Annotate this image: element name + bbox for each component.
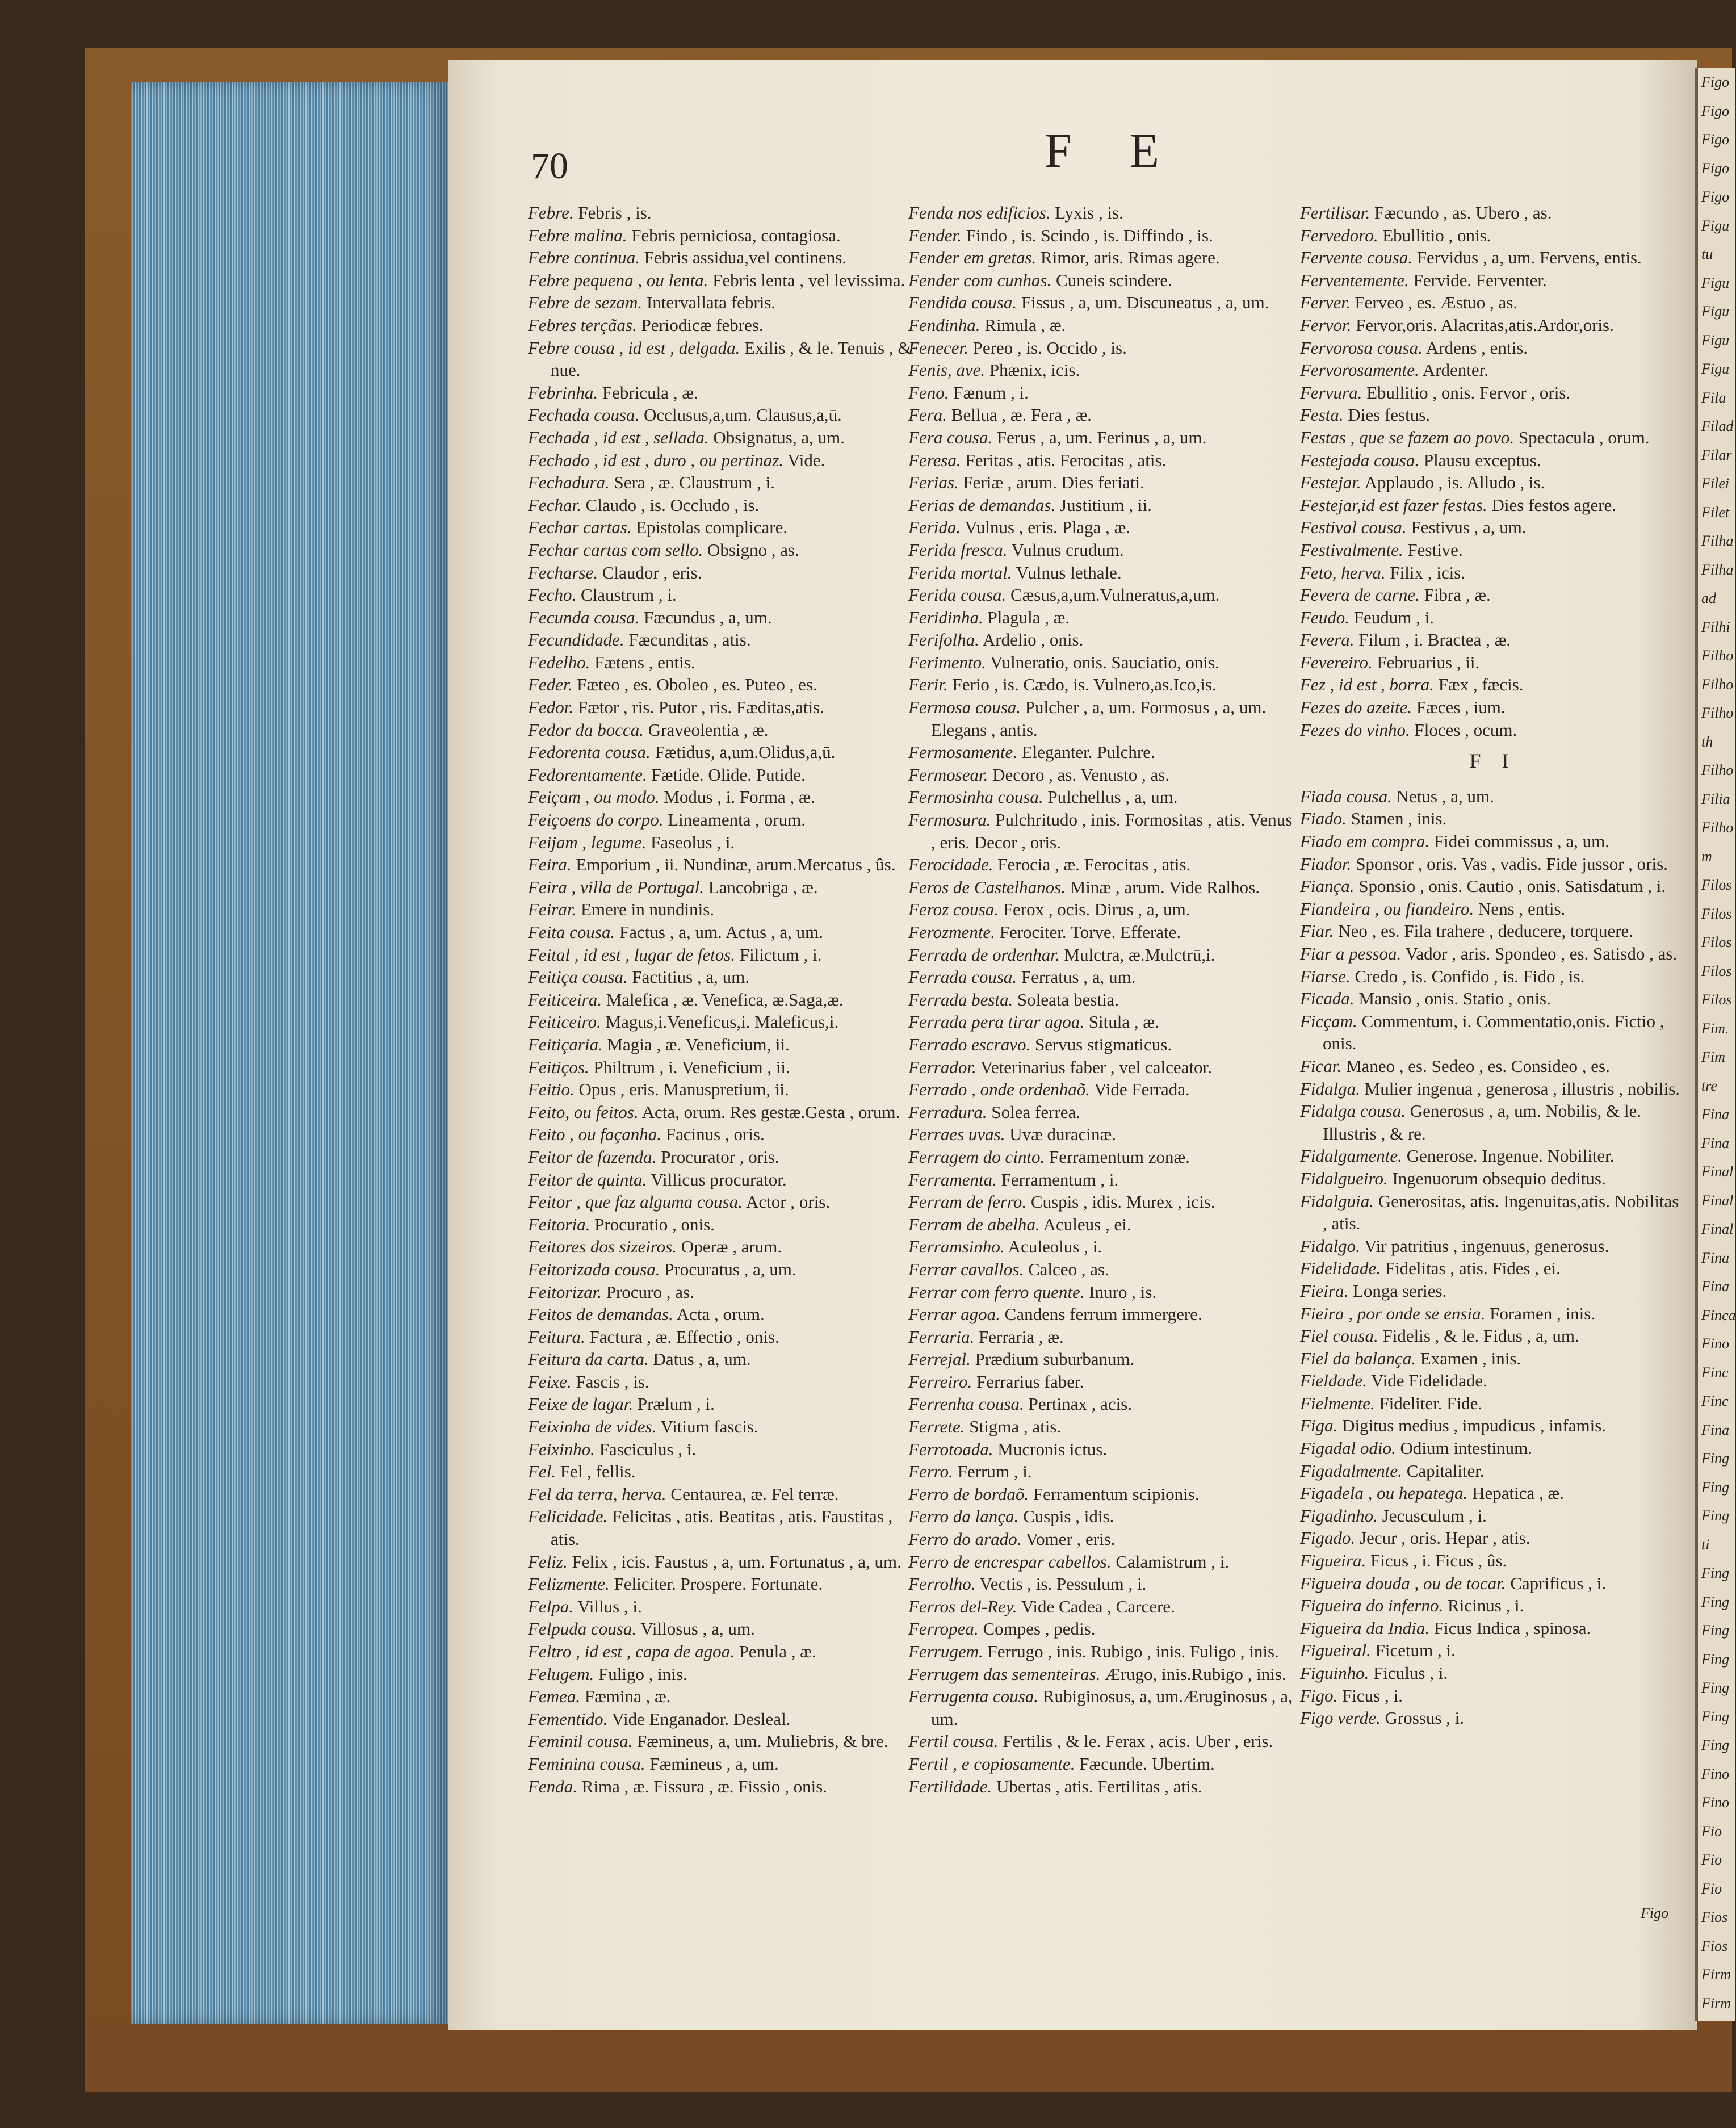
- dictionary-entry: Fedorentamente. Fætide. Olide. Putide.: [528, 764, 806, 785]
- dictionary-entry: Fechadura. Sera , æ. Claustrum , i.: [528, 472, 775, 493]
- next-page-fragment: Filar: [1701, 446, 1732, 463]
- next-page-fragment: Filos: [1701, 905, 1732, 922]
- dictionary-entry: Figueiral. Ficetum , i.: [1300, 1640, 1456, 1661]
- dictionary-entry: Ferrejal. Prædium suburbanum.: [908, 1349, 1135, 1369]
- dictionary-entry: Feiçoens do corpo. Lineamenta , orum.: [528, 810, 806, 830]
- dictionary-entry: Felpuda cousa. Villosus , a, um.: [528, 1619, 755, 1639]
- dictionary-entry: Festejada cousa. Plausu exceptus.: [1300, 450, 1541, 470]
- dictionary-entry: Ferrada de ordenhar. Mulctra, æ.Mulctrū,i.: [908, 944, 1215, 965]
- dictionary-entry: Feitio. Opus , eris. Manuspretium, ii.: [528, 1079, 789, 1100]
- next-page-fragment: Filia: [1701, 790, 1730, 807]
- dictionary-entry: Feitor de quinta. Villicus procurator.: [528, 1169, 787, 1189]
- dictionary-entry: Feitos de demandas. Acta , orum.: [528, 1304, 765, 1325]
- next-page-fragment: Final: [1701, 1221, 1734, 1237]
- dictionary-entry: Feixinho. Fasciculus , i.: [528, 1439, 697, 1459]
- dictionary-entry: Feital , id est , lugar de fetos. Filictum , i.: [528, 944, 822, 965]
- dictionary-entry: Figueira douda , ou de tocar. Caprificus , i.: [1300, 1573, 1606, 1593]
- dictionary-entry: Feroz cousa. Ferox , ocis. Dirus , a, um.: [908, 899, 1190, 920]
- dictionary-entry: Feitoria. Procuratio , onis.: [528, 1214, 715, 1234]
- next-page-fragment: Fino: [1701, 1794, 1730, 1811]
- dictionary-entry: Feira , villa de Portugal. Lancobriga , æ.: [528, 877, 818, 897]
- dictionary-entry: Fedorenta cousa. Fætidus, a,um.Olidus,a,ū.: [528, 742, 836, 763]
- dictionary-entry: Fiador. Sponsor , oris. Vas , vadis. Fide jussor , oris.: [1300, 853, 1668, 874]
- next-page-fragment: Fim: [1701, 1049, 1725, 1065]
- next-page-fragment: Finc: [1701, 1393, 1729, 1409]
- dictionary-entry: Ferifolha. Ardelio , onis.: [908, 630, 1084, 650]
- next-page-fragment: Filho: [1701, 819, 1734, 836]
- dictionary-entry: Ferro de bordaõ. Ferramentum scipionis.: [908, 1484, 1200, 1504]
- next-page-fragment: tre: [1701, 1077, 1717, 1094]
- dictionary-entry: Figueira. Ficus , i. Ficus , ûs.: [1300, 1551, 1507, 1571]
- next-page-fragment: Figu: [1701, 361, 1730, 377]
- dictionary-entry: Ferida. Vulnus , eris. Plaga , æ.: [908, 517, 1131, 538]
- dictionary-entry: Festivalmente. Festive.: [1300, 539, 1463, 560]
- dictionary-entry: Ferida cousa. Cæsus,a,um.Vulneratus,a,um.: [908, 585, 1220, 605]
- page-edges: [131, 82, 448, 2024]
- dictionary-entry: Ficar. Maneo , es. Sedeo , es. Consideo , es.: [1300, 1055, 1610, 1076]
- dictionary-entry: Ferrete. Stigma , atis.: [908, 1417, 1062, 1437]
- next-page-fragment: Filho: [1701, 676, 1734, 693]
- dictionary-entry: Fiar a pessoa. Vador , aris. Spondeo , es. Satisdo , as.: [1300, 944, 1678, 964]
- dictionary-entry: Fezes do azeite. Fæces , ium.: [1300, 697, 1506, 718]
- dictionary-entry: Fecunda cousa. Fæcundus , a, um.: [528, 607, 772, 627]
- dictionary-entry: Ferver. Ferveo , es. Æstuo , as.: [1300, 292, 1518, 313]
- dictionary-entry: Feno. Fænum , i.: [908, 382, 1029, 403]
- dictionary-entry: Fidalgo. Vir patritius , ingenuus, generosus.: [1300, 1235, 1609, 1256]
- dictionary-entry: Fertilisar. Fæcundo , as. Ubero , as.: [1300, 203, 1552, 223]
- next-page-fragment: ad: [1701, 590, 1716, 606]
- dictionary-entry: Ficçam. Commentum, i. Commentatio,onis. Fictio , onis.: [1300, 1011, 1664, 1054]
- dictionary-entry: Figo verde. Grossus , i.: [1300, 1708, 1465, 1728]
- dictionary-entry: Figadal odio. Odium intestinum.: [1300, 1438, 1533, 1459]
- next-page-fragment: Fio: [1701, 1823, 1722, 1840]
- dictionary-entry: Ferir. Ferio , is. Cædo, is. Vulnero,as.Ico,is.: [908, 675, 1217, 695]
- dictionary-entry: Feixe de lagar. Prælum , i.: [528, 1394, 715, 1414]
- dictionary-entry: Fidelidade. Fidelitas , atis. Fides , ei.: [1300, 1258, 1561, 1279]
- dictionary-entry: Figado. Jecur , oris. Hepar , atis.: [1300, 1528, 1530, 1548]
- dictionary-entry: Ferrugenta cousa. Rubiginosus, a, um.Æruginosus , a, um.: [908, 1686, 1293, 1729]
- next-page-fragment: Filhi: [1701, 618, 1730, 635]
- dictionary-entry: Feitorizada cousa. Procuratus , a, um.: [528, 1259, 796, 1279]
- dictionary-entry: Feros de Castelhanos. Minæ , arum. Vide Ralhos.: [908, 877, 1260, 897]
- dictionary-entry: Fecharse. Claudor , eris.: [528, 562, 702, 583]
- dictionary-entry: Febre continua. Febris assidua,vel continens.: [528, 248, 847, 268]
- dictionary-entry: Ferragem do cinto. Ferramentum zonæ.: [908, 1146, 1190, 1167]
- next-page-fragment: Filad: [1701, 418, 1734, 434]
- dictionary-entry: Fenda. Rima , æ. Fissura , æ. Fissio , onis.: [528, 1776, 828, 1796]
- dictionary-entry: Fecundidade. Fæcunditas , atis.: [528, 630, 751, 650]
- next-page-fragment: Fing: [1701, 1708, 1730, 1725]
- next-page-fragment: Fina: [1701, 1134, 1730, 1151]
- next-page-fragment: Finca: [1701, 1306, 1736, 1323]
- next-page-fragment: Fina: [1701, 1249, 1730, 1266]
- dictionary-entry: Fendida cousa. Fissus , a, um. Discuneatus , a, um.: [908, 292, 1269, 313]
- dictionary-entry: Feitor de fazenda. Procurator , oris.: [528, 1146, 779, 1167]
- dictionary-entry: Ferrolho. Vectis , is. Pessulum , i.: [908, 1574, 1147, 1594]
- next-page-fragment: m: [1701, 848, 1712, 865]
- dictionary-entry: Feresa. Feritas , atis. Ferocitas , atis.: [908, 450, 1167, 470]
- next-page-edge: [1695, 68, 1735, 2021]
- dictionary-entry: Femea. Fæmina , æ.: [528, 1686, 671, 1707]
- dictionary-entry: Fervorosamente. Ardenter.: [1300, 360, 1489, 380]
- dictionary-entry: Fiel cousa. Fidelis , & le. Fidus , a, um.: [1300, 1326, 1579, 1346]
- dictionary-entry: Feijam , legume. Faseolus , i.: [528, 832, 735, 852]
- next-page-fragment: Filet: [1701, 504, 1730, 521]
- dictionary-entry: Ferro de encrespar cabellos. Calamistrum , i.: [908, 1551, 1230, 1572]
- next-page-fragment: Figo: [1701, 131, 1730, 148]
- dictionary-entry: Ferida fresca. Vulnus crudum.: [908, 539, 1124, 560]
- dictionary-entry: Feirar. Emere in nundinis.: [528, 899, 715, 920]
- dictionary-entry: Fertil cousa. Fertilis , & le. Ferax , acis. Uber , eris.: [908, 1731, 1273, 1752]
- dictionary-entry: Fidalgamente. Generose. Ingenue. Nobiliter.: [1300, 1146, 1615, 1166]
- dictionary-entry: Fera cousa. Ferus , a, um. Ferinus , a, um.: [908, 427, 1207, 447]
- dictionary-entry: Fender. Findo , is. Scindo , is. Diffindo , is.: [908, 225, 1213, 245]
- next-page-fragment: Filos: [1701, 962, 1732, 979]
- dictionary-entry: Ferropea. Compes , pedis.: [908, 1619, 1096, 1639]
- dictionary-entry: Feitiça cousa. Factitius , a, um.: [528, 967, 750, 987]
- next-page-fragment: Figo: [1701, 74, 1730, 90]
- dictionary-entry: Feitura da carta. Datus , a, um.: [528, 1349, 751, 1369]
- dictionary-entry: Ferram de ferro. Cuspis , idis. Murex , icis.: [908, 1192, 1215, 1212]
- next-page-fragment: Figu: [1701, 332, 1730, 349]
- dictionary-entry: Ferro. Ferrum , i.: [908, 1461, 1032, 1482]
- next-page-fragment: Fina: [1701, 1106, 1730, 1122]
- dictionary-entry: Febre cousa , id est , delgada. Exilis , & le. Tenuis , & nue.: [528, 337, 912, 380]
- dictionary-entry: Ferrugem das sementeiras. Ærugo, inis.Rubigo , inis.: [908, 1664, 1286, 1684]
- dictionary-entry: Fedelho. Fætens , entis.: [528, 652, 695, 672]
- dictionary-entry: Fedor da bocca. Graveolentia , æ.: [528, 719, 769, 740]
- next-page-fragment: Figu: [1701, 303, 1730, 320]
- dictionary-entry: Feitorizar. Procuro , as.: [528, 1281, 694, 1302]
- dictionary-entry: Feiçam , ou modo. Modus , i. Forma , æ.: [528, 787, 815, 807]
- dictionary-entry: Ferramenta. Ferramentum , i.: [908, 1169, 1119, 1189]
- next-page-fragment: Finc: [1701, 1364, 1729, 1381]
- dictionary-entry: Fervor. Fervor,oris. Alacritas,atis.Ardor,oris.: [1300, 315, 1614, 335]
- dictionary-entry: Feitor , que faz alguma cousa. Actor , oris.: [528, 1192, 831, 1212]
- dictionary-entry: Fera. Bellua , æ. Fera , æ.: [908, 405, 1092, 425]
- dictionary-entry: Fez , id est , borra. Fæx , fæcis.: [1300, 675, 1524, 695]
- dictionary-entry: Feder. Fæteo , es. Oboleo , es. Puteo , es.: [528, 675, 817, 695]
- next-page-fragment: Fio: [1701, 1880, 1722, 1897]
- dictionary-entry: Felicidade. Felicitas , atis. Beatitas , atis. Faustitas , atis.: [528, 1506, 893, 1549]
- dictionary-entry: Figuinho. Ficulus , i.: [1300, 1663, 1448, 1683]
- dictionary-entry: Fenis, ave. Phænix, icis.: [908, 360, 1080, 380]
- dictionary-entry: Fervura. Ebullitio , onis. Fervor , oris.: [1300, 382, 1571, 403]
- next-page-fragment: Filos: [1701, 991, 1732, 1008]
- dictionary-entry: Festa. Dies festus.: [1300, 405, 1431, 425]
- dictionary-entry: Fiar. Neo , es. Fila trahere , deducere, torquere.: [1300, 921, 1634, 941]
- dictionary-entry: Festival cousa. Festivus , a, um.: [1300, 517, 1527, 538]
- dictionary-entry: Feridinha. Plagula , æ.: [908, 607, 1070, 627]
- dictionary-entry: Fermosear. Decoro , as. Venusto , as.: [908, 764, 1170, 785]
- dictionary-entry: Feita cousa. Factus , a, um. Actus , a, um.: [528, 922, 824, 942]
- dictionary-entry: Feitura. Factura , æ. Effectio , onis.: [528, 1326, 779, 1347]
- next-page-fragment: Fing: [1701, 1565, 1730, 1581]
- dictionary-entry: Fervedoro. Ebullitio , onis.: [1300, 225, 1491, 245]
- next-page-fragment: Filha: [1701, 533, 1734, 549]
- dictionary-entry: Feixinha de vides. Vitium fascis.: [528, 1417, 758, 1437]
- dictionary-entry: Ferida mortal. Vulnus lethale.: [908, 562, 1122, 583]
- dictionary-entry: Feixe. Fascis , is.: [528, 1371, 649, 1392]
- dictionary-entry: Figueira do inferno. Ricinus , i.: [1300, 1595, 1524, 1616]
- dictionary-entry: Fevera de carne. Fibra , æ.: [1300, 585, 1491, 605]
- dictionary-entry: Fender com cunhas. Cuneis scindere.: [908, 270, 1172, 290]
- dictionary-entry: Figo. Ficus , i.: [1300, 1685, 1403, 1706]
- dictionary-entry: Figa. Digitus medius , impudicus , infamis.: [1300, 1415, 1607, 1436]
- next-page-fragment: Fina: [1701, 1421, 1730, 1438]
- dictionary-entry: Ferventemente. Fervide. Ferventer.: [1300, 270, 1547, 290]
- dictionary-entry: Ferraria. Ferraria , æ.: [908, 1326, 1064, 1347]
- dictionary-entry: Fiado. Stamen , inis.: [1300, 809, 1447, 829]
- dictionary-entry: Feiticeiro. Magus,i.Veneficus,i. Maleficus,i.: [528, 1012, 839, 1032]
- next-page-fragment: ti: [1701, 1536, 1710, 1553]
- next-page-fragment: Figo: [1701, 188, 1730, 205]
- next-page-fragment: Fio: [1701, 1851, 1722, 1868]
- dictionary-entry: Figadalmente. Capitaliter.: [1300, 1460, 1485, 1481]
- next-page-fragment: Fing: [1701, 1478, 1730, 1496]
- dictionary-entry: Fenecer. Pereo , is. Occido , is.: [908, 337, 1127, 358]
- next-page-fragment: th: [1701, 733, 1713, 750]
- dictionary-entry: Feira. Emporium , ii. Nundinæ, arum.Mercatus , ûs.: [528, 854, 896, 875]
- next-page-fragment: Firm: [1701, 1966, 1731, 1983]
- dictionary-entry: Feto, herva. Filix , icis.: [1300, 562, 1466, 583]
- dictionary-entry: Febres terçãas. Periodicæ febres.: [528, 315, 764, 335]
- dictionary-entry: Febrinha. Febricula , æ.: [528, 382, 698, 403]
- dictionary-entry: Ferrado escravo. Servus stigmaticus.: [908, 1034, 1172, 1054]
- dictionary-entry: Fidalguia. Generositas, atis. Ingenuitas,atis. Nobilitas , atis.: [1300, 1191, 1679, 1234]
- dictionary-entry: Feltro , id est , capa de agoa. Penula , æ.: [528, 1641, 816, 1661]
- next-page-fragment: Fing: [1701, 1651, 1730, 1668]
- dictionary-entry: Fechado , id est , duro , ou pertinaz. Vide.: [528, 450, 825, 470]
- dictionary-entry: Fechar. Claudo , is. Occludo , is.: [528, 495, 760, 515]
- dictionary-entry: Ferro do arado. Vomer , eris.: [908, 1529, 1116, 1549]
- dictionary-entry: Ferrada cousa. Ferratus , a, um.: [908, 967, 1136, 987]
- dictionary-entry: Fel da terra, herva. Centaurea, æ. Fel terræ.: [528, 1484, 839, 1504]
- dictionary-entry: Figadinho. Jecusculum , i.: [1300, 1505, 1487, 1526]
- dictionary-entry: Festejar. Applaudo , is. Alludo , is.: [1300, 472, 1545, 493]
- next-page-fragment: Fing: [1701, 1737, 1730, 1753]
- dictionary-entry: Figueira da India. Ficus Indica , spinosa.: [1300, 1618, 1591, 1638]
- dictionary-entry: Fiel da balança. Examen , inis.: [1300, 1348, 1521, 1368]
- dictionary-entry: Febre. Febris , is.: [528, 203, 652, 223]
- dictionary-entry: Ferocidade. Ferocia , æ. Ferocitas , atis.: [908, 854, 1191, 875]
- next-page-fragment: Fing: [1701, 1507, 1730, 1524]
- dictionary-entry: Ferrotoada. Mucronis ictus.: [908, 1439, 1108, 1459]
- dictionary-entry: Festas , que se fazem ao povo. Spectacula , orum.: [1300, 427, 1650, 447]
- dictionary-entry: Febre malina. Febris perniciosa, contagiosa.: [528, 225, 841, 245]
- dictionary-entry: Fidalga. Mulier ingenua , generosa , illustris , nobilis.: [1300, 1078, 1680, 1099]
- next-page-fragment: Fina: [1701, 1278, 1730, 1295]
- dictionary-entry: Ferrada besta. Soleata bestia.: [908, 989, 1119, 1009]
- dictionary-entry: Fechar cartas. Epistolas complicare.: [528, 517, 788, 538]
- dictionary-entry: Felpa. Villus , i.: [528, 1596, 642, 1616]
- dictionary-entry: Fiandeira , ou fiandeiro. Nens , entis.: [1300, 898, 1566, 919]
- dictionary-entry: Ferrar agoa. Candens ferrum immergere.: [908, 1304, 1202, 1325]
- section-heading: F I: [1469, 749, 1517, 773]
- dictionary-entry: Ferraes uvas. Uvæ duracinæ.: [908, 1124, 1116, 1145]
- dictionary-entry: Feiticeira. Malefica , æ. Venefica, æ.Saga,æ.: [528, 989, 844, 1009]
- dictionary-entry: Ferrenha cousa. Pertinax , acis.: [908, 1394, 1133, 1414]
- dictionary-entry: Fezes do vinho. Floces , ocum.: [1300, 719, 1517, 740]
- dictionary-entry: Feito , ou façanha. Facinus , oris.: [528, 1124, 765, 1145]
- dictionary-entry: Fender em gretas. Rimor, aris. Rimas agere.: [908, 248, 1220, 268]
- next-page-fragment: Fim.: [1701, 1020, 1729, 1037]
- dictionary-entry: Fermosura. Pulchritudo , inis. Formositas , atis. Venus , eris. Decor , oris.: [908, 810, 1293, 852]
- dictionary-entry: Fecho. Claustrum , i.: [528, 585, 677, 605]
- dictionary-entry: Fechada cousa. Occlusus,a,um. Clausus,a,ū.: [528, 405, 842, 425]
- dictionary-entry: Ferramsinho. Aculeolus , i.: [908, 1237, 1102, 1257]
- next-page-fragment: Filho: [1701, 647, 1734, 664]
- dictionary-entry: Ferrugem. Ferrugo , inis. Rubigo , inis. Fuligo , inis.: [908, 1641, 1279, 1661]
- dictionary-entry: Ferrar com ferro quente. Inuro , is.: [908, 1281, 1157, 1302]
- next-page-fragment: Filos: [1701, 877, 1732, 893]
- dictionary-entry: Fiança. Sponsio , onis. Cautio , onis. Satisdatum , i.: [1300, 876, 1666, 897]
- column-2: [908, 202, 1294, 1798]
- dictionary-entry: Feminil cousa. Fæmineus, a, um. Muliebris, & bre.: [528, 1731, 888, 1752]
- dictionary-entry: Fielmente. Fideliter. Fide.: [1300, 1393, 1483, 1413]
- dictionary-entry: Ficada. Mansio , onis. Statio , onis.: [1300, 988, 1551, 1009]
- dictionary-entry: Fenda nos edificios. Lyxis , is.: [908, 203, 1123, 223]
- dictionary-entry: Ferros del-Rey. Vide Cadea , Carcere.: [908, 1596, 1175, 1616]
- dictionary-entry: Fiada cousa. Netus , a, um.: [1300, 786, 1494, 806]
- dictionary-entry: Fermosinha cousa. Pulchellus , a, um.: [908, 787, 1178, 807]
- dictionary-entry: Fermosamente. Eleganter. Pulchre.: [908, 742, 1155, 763]
- dictionary-entry: Feliz. Felix , icis. Faustus , a, um. Fortunatus , a, um.: [528, 1551, 901, 1572]
- dictionary-entry: Fervente cousa. Fervidus , a, um. Fervens, entis.: [1300, 248, 1642, 268]
- dictionary-entry: Fertilidade. Ubertas , atis. Fertilitas , atis.: [908, 1776, 1202, 1796]
- dictionary-entry: Figadela , ou hepatega. Hepatica , æ.: [1300, 1483, 1564, 1503]
- dictionary-entry: Ferro da lança. Cuspis , idis.: [908, 1506, 1114, 1527]
- dictionary-entry: Fechar cartas com sello. Obsigno , as.: [528, 539, 799, 560]
- dictionary-entry: Fertil , e copiosamente. Fæcunde. Ubertim.: [908, 1753, 1215, 1774]
- next-page-fragment: Final: [1701, 1163, 1734, 1180]
- dictionary-entry: Fechada , id est , sellada. Obsignatus, a, um.: [528, 427, 845, 447]
- dictionary-entry: Feudo. Feudum , i.: [1300, 607, 1434, 627]
- next-page-fragment: Fing: [1701, 1450, 1730, 1467]
- dictionary-entry: Festejar,id est fazer festas. Dies festos agere.: [1300, 495, 1617, 515]
- dictionary-entry: Ferrado , onde ordenhaõ. Vide Ferrada.: [908, 1079, 1190, 1100]
- page-number: 70: [531, 145, 568, 187]
- dictionary-entry: Ferrar cavallos. Calceo , as.: [908, 1259, 1109, 1279]
- dictionary-entry: Feminina cousa. Fæmineus , a, um.: [528, 1753, 779, 1774]
- next-page-fragment: Filei: [1701, 475, 1730, 492]
- dictionary-entry: Fendinha. Rimula , æ.: [908, 315, 1066, 335]
- dictionary-entry: Febre pequena , ou lenta. Febris lenta , vel levissima.: [528, 270, 905, 290]
- column-1: [528, 202, 920, 1798]
- dictionary-entry: Ferimento. Vulneratio, onis. Sauciatio, onis.: [908, 652, 1219, 672]
- column-3: [1300, 202, 1686, 1729]
- dictionary-entry: Felugem. Fuligo , inis.: [528, 1664, 687, 1684]
- dictionary-entry: Fiarse. Credo , is. Confido , is. Fido , is.: [1300, 966, 1585, 986]
- next-page-fragment: Figu: [1701, 217, 1730, 234]
- running-head: F E: [1045, 123, 1182, 178]
- dictionary-entry: Feitores dos sizeiros. Operæ , arum.: [528, 1237, 782, 1257]
- dictionary-entry: Feitiçaria. Magia , æ. Veneficium, ii.: [528, 1034, 790, 1054]
- dictionary-entry: Fieldade. Vide Fidelidade.: [1300, 1371, 1487, 1391]
- next-page-fragment: Final: [1701, 1192, 1734, 1209]
- dictionary-entry: Fermosa cousa. Pulcher , a, um. Formosus , a, um. Elegans , antis.: [908, 697, 1267, 740]
- dictionary-entry: Ferradura. Solea ferrea.: [908, 1101, 1081, 1122]
- next-page-fragment: Fios: [1701, 1937, 1728, 1954]
- dictionary-entry: Fevera. Filum , i. Bractea , æ.: [1300, 630, 1511, 650]
- dictionary-entry: Ferias de demandas. Justitium , ii.: [908, 495, 1152, 515]
- dictionary-entry: Ferrador. Veterinarius faber , vel calceator.: [908, 1057, 1212, 1077]
- next-page-fragment: Fios: [1701, 1909, 1728, 1925]
- next-page-fragment: Filho: [1701, 762, 1734, 778]
- dictionary-entry: Fel. Fel , fellis.: [528, 1461, 636, 1482]
- dictionary-entry: Ferias. Feriæ , arum. Dies feriati.: [908, 472, 1144, 493]
- dictionary-entry: Felizmente. Feliciter. Prospere. Fortunate.: [528, 1574, 823, 1594]
- dictionary-entry: Feito, ou feitos. Acta, orum. Res gestæ.Gesta , orum.: [528, 1101, 900, 1122]
- dictionary-entry: Ferozmente. Ferociter. Torve. Efferate.: [908, 922, 1181, 942]
- next-page-fragment: Fino: [1701, 1765, 1730, 1782]
- next-page-fragment: Figu: [1701, 274, 1730, 291]
- dictionary-entry: Ferram de abelha. Aculeus , ei.: [908, 1214, 1131, 1234]
- next-page-fragment: Filha: [1701, 561, 1734, 578]
- next-page-fragment: Fino: [1701, 1335, 1730, 1352]
- dictionary-entry: Fementido. Vide Enganador. Desleal.: [528, 1708, 791, 1729]
- next-page-fragment: tu: [1701, 246, 1713, 262]
- next-page-fragment: Fing: [1701, 1593, 1730, 1610]
- next-page-fragment: Fing: [1701, 1679, 1730, 1696]
- dictionary-entry: Febre de sezam. Intervallata febris.: [528, 292, 776, 313]
- next-page-fragment: Fing: [1701, 1622, 1730, 1639]
- next-page-fragment: Figo: [1701, 160, 1730, 177]
- dictionary-entry: Fidalgueiro. Ingenuorum obsequio deditus.: [1300, 1168, 1606, 1188]
- next-page-fragment: Filho: [1701, 705, 1734, 721]
- dictionary-entry: Feitiços. Philtrum , i. Veneficium , ii.: [528, 1057, 790, 1077]
- dictionary-entry: Fevereiro. Februarius , ii.: [1300, 652, 1480, 672]
- dictionary-entry: Ferreiro. Ferrarius faber.: [908, 1371, 1084, 1392]
- dictionary-entry: Fidalga cousa. Generosus , a, um. Nobilis, & le. Illustris , & re.: [1300, 1101, 1642, 1143]
- dictionary-entry: Fervorosa cousa. Ardens , entis.: [1300, 337, 1528, 358]
- catchword: Figo: [1641, 1905, 1669, 1921]
- next-page-fragment: Firm: [1701, 1995, 1731, 2012]
- dictionary-entry: Fiado em compra. Fidei commissus , a, um.: [1300, 831, 1610, 852]
- dictionary-entry: Ferrada pera tirar agoa. Situla , æ.: [908, 1012, 1159, 1032]
- next-page-fragment: Figo: [1701, 102, 1730, 119]
- dictionary-entry: Fieira , por onde se ensia. Foramen , inis.: [1300, 1303, 1596, 1323]
- next-page-fragment: Fila: [1701, 389, 1726, 406]
- dictionary-entry: Fedor. Fætor , ris. Putor , ris. Fæditas,atis.: [528, 697, 824, 718]
- dictionary-entry: Fieira. Longa series.: [1300, 1280, 1447, 1301]
- next-page-fragment: Filos: [1701, 934, 1732, 950]
